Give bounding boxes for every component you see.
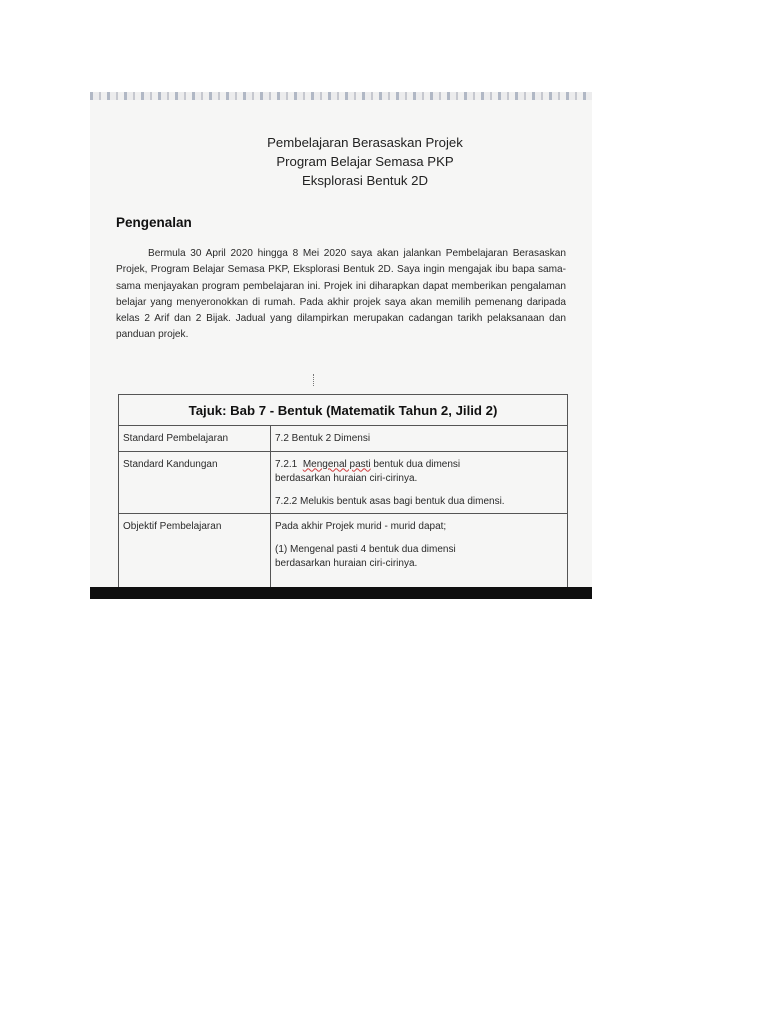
content-standard-2: 7.2.2 Melukis bentuk asas bagi bentuk dua dimensi. bbox=[275, 495, 505, 507]
title-line-2: Program Belajar Semasa PKP bbox=[276, 154, 454, 169]
table-row bbox=[119, 514, 568, 595]
row-value: Pada akhir Projek murid - murid dapat; (1) Mengenal pasti 4 bentuk dua dimensi berdasarkan huraian ciri-cirinya. bbox=[271, 514, 568, 595]
photo-bottom-border bbox=[90, 587, 592, 599]
intro-paragraph: Bermula 30 April 2020 hingga 8 Mei 2020 saya akan jalankan Pembelajaran Berasaskan Projek, Program Belajar Semasa PKP, Eksplorasi Bentuk 2D. Saya ingin mengajak ibu bapa sama-sama menjayakan program pembelajaran ini. Projek ini diharapkan dapat memberikan pengalaman belajar yang menyeronokkan di rumah. Pada akhir projek saya akan memilih pemenang daripada kelas 2 Arif dan 2 Bijak. Jadual yang dilampirkan merupakan cadangan tarikh pelaksanaan dan panduan projek. bbox=[116, 248, 566, 341]
toolbar-strip bbox=[90, 92, 592, 100]
document-title bbox=[90, 133, 592, 190]
table-row bbox=[119, 451, 568, 514]
content-standard-1: 7.2.1 Mengenal pasti bentuk dua dimensi bbox=[275, 458, 461, 470]
row-value: 7.2.1 Mengenal pasti bentuk dua dimensi berdasarkan huraian ciri-cirinya. 7.2.2 Melukis bentuk asas bagi bentuk dua dimensi. bbox=[271, 451, 568, 514]
row-value: 7.2 Bentuk 2 Dimensi bbox=[271, 426, 568, 452]
title-line-3: Eksplorasi Bentuk 2D bbox=[301, 173, 429, 188]
text-cursor bbox=[313, 374, 315, 386]
table-row bbox=[119, 426, 568, 452]
spellcheck-underline: Mengenal pasti bbox=[302, 458, 371, 470]
lesson-table bbox=[118, 394, 568, 595]
table-header: Tajuk: Bab 7 - Bentuk (Matematik Tahun 2, Jilid 2) bbox=[119, 395, 568, 426]
title-line-1: Pembelajaran Berasaskan Projek bbox=[267, 135, 463, 150]
row-label: Standard Pembelajaran bbox=[119, 426, 271, 452]
document-photo bbox=[90, 92, 592, 599]
section-heading: Pengenalan bbox=[116, 215, 192, 230]
row-label: Objektif Pembelajaran bbox=[119, 514, 271, 595]
row-label: Standard Kandungan bbox=[119, 451, 271, 514]
